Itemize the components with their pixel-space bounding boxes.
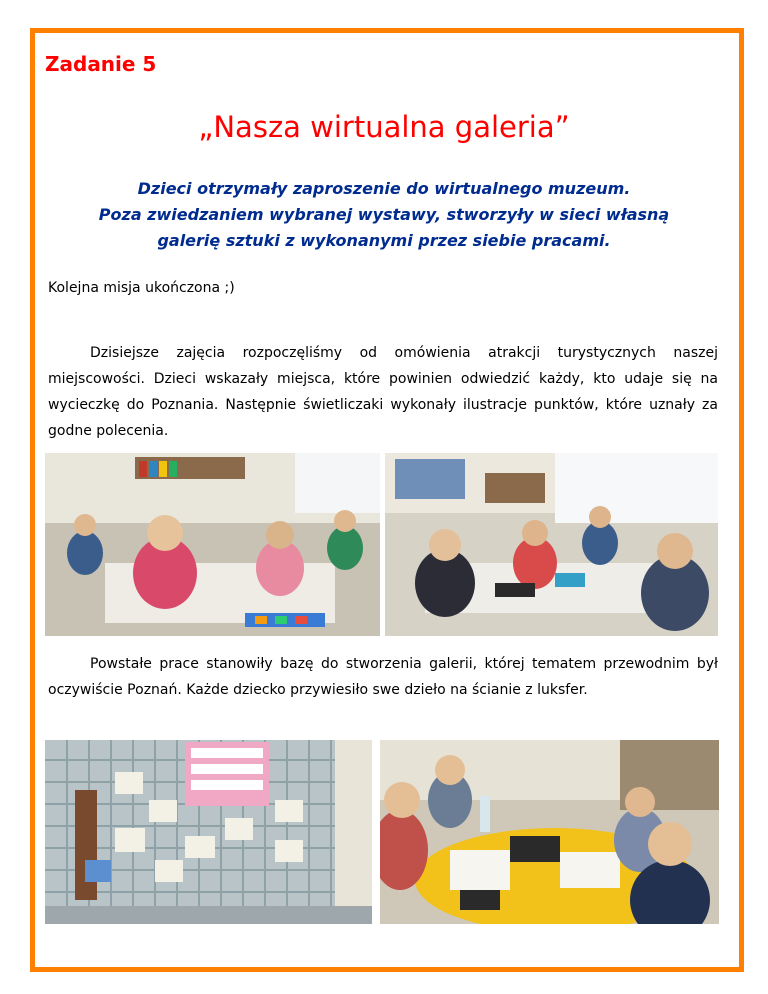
photo-children-yellow-table: [380, 740, 719, 924]
photo-glass-block-gallery: [45, 740, 372, 924]
photo-classroom-window: [385, 453, 718, 636]
intro-line: Dzieci otrzymały zaproszenie do wirtualnego muzeum.: [137, 179, 631, 198]
task-heading: Zadanie 5: [45, 52, 157, 76]
main-title: „Nasza wirtualna galeria”: [198, 110, 570, 144]
intro-text: [40, 176, 728, 254]
body-paragraph: Dzisiejsze zajęcia rozpoczęliśmy od omówienia atrakcji turystycznych naszej miejscowości. Dzieci wskazały miejsca, które powinien odwiedzić każdy, kto udaje się na wycieczkę do Poznania. Następnie świetliczaki wykonały ilustracje punktów, które uznały za godne polecenia.: [48, 345, 718, 439]
mission-note: Kolejna misja ukończona ;): [48, 280, 235, 296]
intro-line: galerię sztuki z wykonanymi przez siebie pracami.: [157, 231, 611, 250]
intro-line: Poza zwiedzaniem wybranej wystawy, stworzyły w sieci własną: [98, 205, 670, 224]
photo-classroom-drawing: [45, 453, 380, 636]
body-paragraph: Powstałe prace stanowiły bazę do stworzenia galerii, której tematem przewodnim był oczywiście Poznań. Każde dziecko przywiesiło swe dzieło na ścianie z luksfer.: [48, 656, 718, 698]
